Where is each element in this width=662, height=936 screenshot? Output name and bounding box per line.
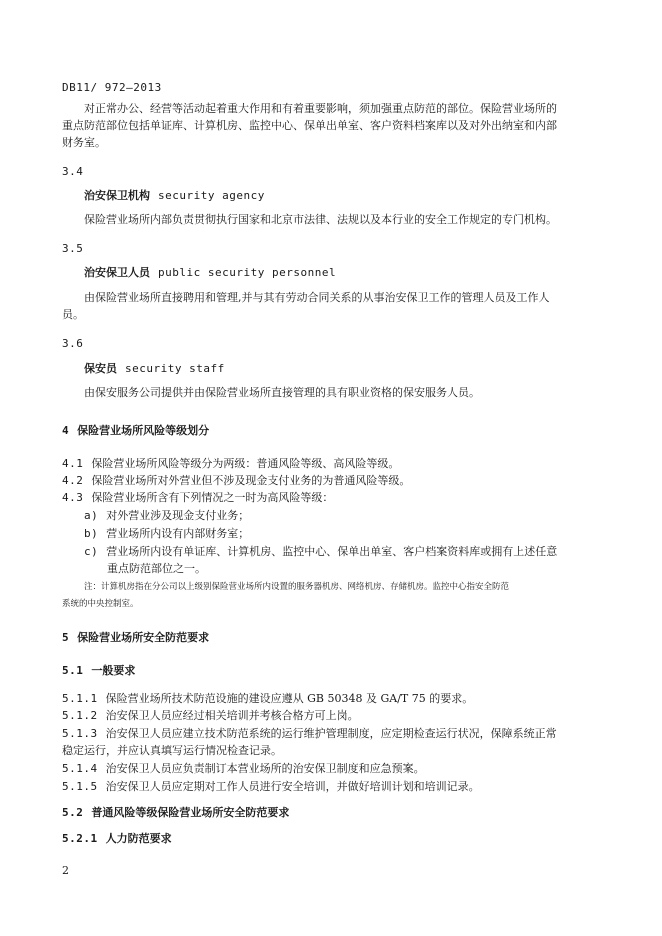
section-heading: 5 保险营业场所安全防范要求 <box>62 631 210 644</box>
note-line: 注：计算机房指在分公司以上级别保险营业场所内设置的服务器机房、网络机房、存储机房。监控中心指安全防范 <box>84 582 510 592</box>
list-item: 5.1.4 治安保卫人员应负责制订本营业场所的治安保卫制度和应急预案。 <box>62 762 425 775</box>
list-item: 4.2 保险营业场所对外营业但不涉及现金支付业务的为普通风险等级。 <box>62 474 411 487</box>
term-line <box>84 362 225 376</box>
clause-number: 3.5 <box>62 242 84 255</box>
term-english: security staff <box>125 362 225 375</box>
list-item: 5.1.2 治安保卫人员应经过相关培训并考核合格方可上岗。 <box>62 709 359 722</box>
standard-code: DB11/ 972—2013 <box>62 81 162 94</box>
list-item-continuation: 稳定运行，并应认真填写运行情况检查记录。 <box>62 744 282 757</box>
term-definition: 由保安服务公司提供并由保险营业场所直接管理的具有职业资格的保安服务人员。 <box>84 386 480 399</box>
term-line <box>84 189 265 203</box>
paragraph-line: 财务室。 <box>62 136 106 149</box>
list-item: b) 营业场所内设有内部财务室； <box>84 527 250 540</box>
list-item: 4.3 保险营业场所含有下列情况之一时为高风险等级： <box>62 491 334 504</box>
term-definition: 员。 <box>62 308 84 321</box>
term-name: 治安保卫人员 <box>84 266 150 279</box>
subsection-heading: 5.2.1 人力防范要求 <box>62 832 172 845</box>
subsection-heading: 5.1 一般要求 <box>62 664 136 677</box>
list-item: 4.1 保险营业场所风险等级分为两级：普通风险等级、高风险等级。 <box>62 457 400 470</box>
list-item: 5.1.1 保险营业场所技术防范设施的建设应遵从 GB 50348 及 GA/T 75 的要求。 <box>62 692 474 705</box>
list-item: 5.1.5 治安保卫人员应定期对工作人员进行安全培训，并做好培训计划和培训记录。 <box>62 780 480 793</box>
term-name: 治安保卫机构 <box>84 189 150 202</box>
term-name: 保安员 <box>84 362 117 375</box>
term-line <box>84 266 336 280</box>
list-item: a) 对外营业涉及现金支付业务； <box>84 509 250 522</box>
clause-number: 3.6 <box>62 337 84 350</box>
term-english: security agency <box>158 189 265 202</box>
subsection-heading: 5.2 普通风险等级保险营业场所安全防范要求 <box>62 806 290 819</box>
paragraph-line: 对正常办公、经营等活动起着重大作用和有着重要影响，须加强重点防范的部位。保险营业场所的 <box>84 102 557 115</box>
page-number: 2 <box>62 864 69 877</box>
term-definition: 保险营业场所内部负责贯彻执行国家和北京市法律、法规以及本行业的安全工作规定的专门机构。 <box>84 213 557 226</box>
paragraph-line: 重点防范部位包括单证库、计算机房、监控中心、保单出单室、客户资料档案库以及对外出纳室和内部 <box>62 119 557 132</box>
section-heading: 4 保险营业场所风险等级划分 <box>62 424 210 437</box>
term-definition: 由保险营业场所直接聘用和管理,并与其有劳动合同关系的从事治安保卫工作的管理人员及工作人 <box>84 291 550 304</box>
term-english: public security personnel <box>158 266 337 279</box>
list-item: 5.1.3 治安保卫人员应建立技术防范系统的运行维护管理制度，应定期检查运行状况，保障系统正常 <box>62 727 557 740</box>
list-item: c) 营业场所内设有单证库、计算机房、监控中心、保单出单室、客户档案资料库或拥有上述任意 <box>84 545 558 558</box>
note-line: 系统的中央控制室。 <box>62 599 139 609</box>
list-item-continuation: 重点防范部位之一。 <box>107 562 206 575</box>
clause-number: 3.4 <box>62 165 84 178</box>
